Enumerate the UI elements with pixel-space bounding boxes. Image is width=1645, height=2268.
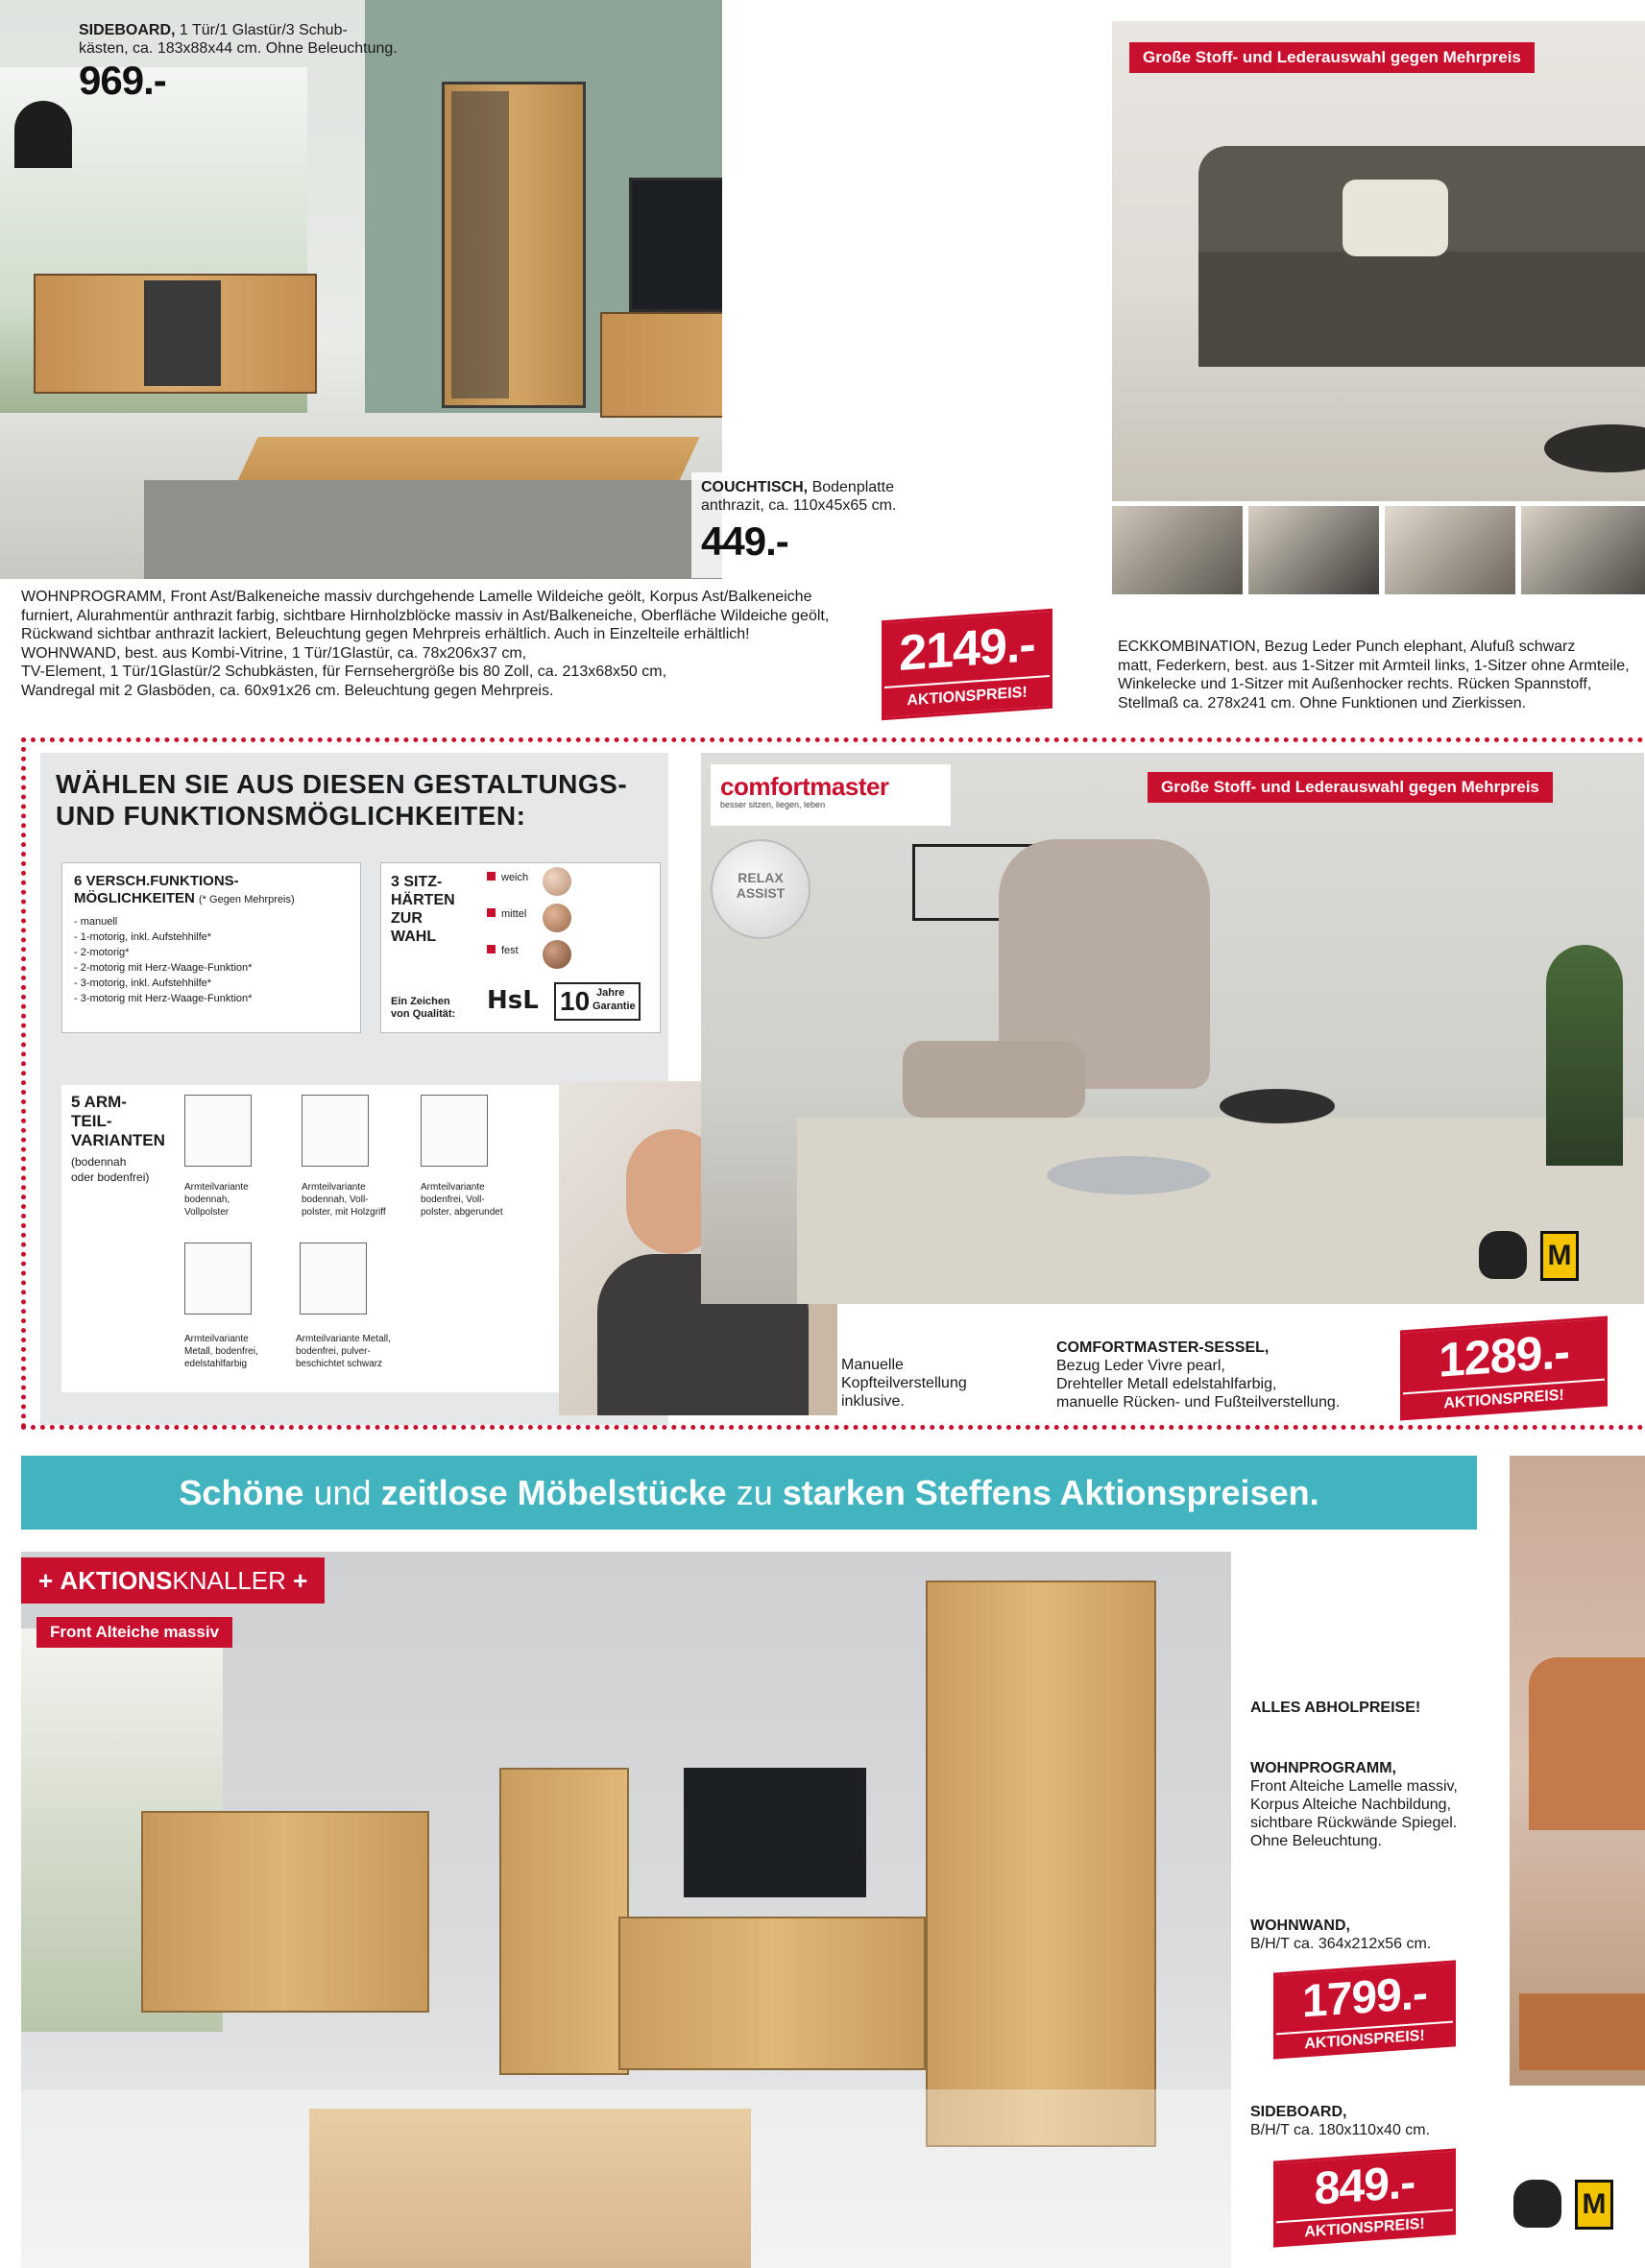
sessel-banner: Große Stoff- und Lederauswahl gegen Mehrpreis <box>1148 772 1553 803</box>
func-item: - 2-motorig mit Herz-Waage-Funktion* <box>74 962 253 974</box>
orange-sofa-2 <box>1519 1993 1645 2070</box>
sitz-levels <box>487 871 528 980</box>
arm-title-3: VARIANTEN <box>71 1131 165 1149</box>
arm-title-1: 5 ARM- <box>71 1093 127 1111</box>
sitz-title-4: WAHL <box>391 929 437 945</box>
arm-variant-4-icon <box>184 1243 252 1315</box>
func-item: - 3-motorig, inkl. Aufstehhilfe* <box>74 977 212 989</box>
quality-label-2: von Qualität: <box>391 1008 456 1020</box>
arm-sub-1: (bodennah <box>71 1155 127 1169</box>
quality-label <box>391 996 455 1021</box>
arm-v1-l2: bodennah, <box>184 1194 230 1205</box>
right-edge-photo <box>1510 1456 1645 2086</box>
sitz-level-weich <box>487 871 528 907</box>
arm-v3-l3: polster, abgerundet <box>421 1207 503 1218</box>
wp-bottom <box>1250 1759 1458 1850</box>
arm-v1-l1: Armteilvariante <box>184 1182 249 1193</box>
sideboard-price: 969.- <box>79 58 166 103</box>
arm-v3-l2: bodenfrei, Voll- <box>421 1194 485 1205</box>
m-quality-icon: M <box>1540 1231 1579 1281</box>
thumb-1 <box>1112 506 1243 594</box>
price-box-1799 <box>1273 1960 1456 2059</box>
couchtisch-desc: Bodenplatte <box>811 479 894 495</box>
ww-bottom-title: WOHNWAND, <box>1250 1918 1350 1934</box>
arm-title-2: TEIL- <box>71 1112 112 1130</box>
eck-line: Stellmaß ca. 278x241 cm. Ohne Funktionen und Zierkissen. <box>1118 694 1527 712</box>
arm-variant-5-icon <box>300 1243 367 1315</box>
slogan-part-3: zeitlose Möbelstücke <box>380 1473 727 1512</box>
func-item: - manuell <box>74 916 118 928</box>
arm-variant-1-label <box>184 1181 249 1218</box>
foam-ball-3 <box>543 940 571 969</box>
sessel-desc-1: Bezug Leder Vivre pearl, <box>1056 1358 1225 1374</box>
arm-v1-l3: Vollpolster <box>184 1207 230 1218</box>
arm-variant-2-icon <box>302 1095 369 1167</box>
manual-line-2: Kopfteilverstellung <box>841 1375 967 1391</box>
oak-sideboard <box>141 1811 429 2013</box>
arm-sub <box>71 1154 149 1185</box>
price-1289: 1289.- <box>1403 1319 1605 1393</box>
wp-bottom-2: Korpus Alteiche Nachbildung, <box>1250 1797 1452 1813</box>
price-849-label: AKTIONSPREIS! <box>1276 2209 1453 2247</box>
sideboard-title: SIDEBOARD, <box>79 22 176 38</box>
orange-sofa <box>1529 1657 1645 1830</box>
arm-sub-2: oder bodenfrei) <box>71 1170 150 1184</box>
oak-vitrine-tall <box>926 1580 1156 2147</box>
aktionsknaller-tag <box>21 1557 325 1604</box>
thumb-4 <box>1521 506 1645 594</box>
oak-vitrine-small <box>499 1768 629 2075</box>
foam-ball-2 <box>543 904 571 932</box>
sitz-title-2: HÄRTEN <box>391 892 455 908</box>
comfortmaster-logo: comfortmaster <box>720 772 889 801</box>
arm-v2-l3: polster, mit Holzgriff <box>302 1207 386 1218</box>
comfortmaster-logo-box <box>711 764 951 826</box>
red-square-icon <box>487 872 496 881</box>
sitz-level-label: weich <box>501 872 529 883</box>
sessel-desc-3: manuelle Rücken- und Fußteilverstellung. <box>1056 1394 1341 1411</box>
leather-icon <box>1479 1231 1527 1279</box>
wp-line: WOHNWAND, best. aus Kombi-Vitrine, 1 Tür/1Glastür, ca. 78x206x37 cm, <box>21 644 527 662</box>
garantie-jahre: Jahre <box>596 987 625 999</box>
red-square-icon <box>487 945 496 953</box>
arm-variant-3-label <box>421 1181 503 1218</box>
sideboard-glass <box>144 280 221 386</box>
plant <box>1546 945 1623 1166</box>
oak-lowboard <box>618 1917 926 2070</box>
arm-v3-l1: Armteilvariante <box>421 1182 485 1193</box>
slogan-banner <box>21 1456 1477 1530</box>
dotted-left <box>21 737 26 1429</box>
arm-v5-l3: beschichtet schwarz <box>296 1359 383 1369</box>
arm-v4-l2: Metall, bodenfrei, <box>184 1346 258 1357</box>
func-note: (* Gegen Mehrpreis) <box>199 894 295 905</box>
relax-1: RELAX <box>738 870 784 885</box>
func-item: - 1-motorig, inkl. Aufstehhilfe* <box>74 931 212 943</box>
arm-v4-l3: edelstahlfarbig <box>184 1359 248 1369</box>
slogan-part-4: zu <box>736 1473 773 1512</box>
floor-2 <box>21 2089 1231 2268</box>
comfortmaster-photo <box>701 753 1644 1304</box>
arm-variant-1-icon <box>184 1095 252 1167</box>
floor-lamp <box>14 101 72 168</box>
sessel-title: COMFORTMASTER-SESSEL, <box>1056 1339 1270 1356</box>
pillow <box>1343 180 1448 256</box>
slogan-part-2: und <box>313 1473 372 1512</box>
wp-bottom-title: WOHNPROGRAMM, <box>1250 1760 1396 1776</box>
arm-variant-5-label <box>296 1333 391 1370</box>
couchtisch-desc2: anthrazit, ca. 110x45x65 cm. <box>701 497 897 514</box>
sitz-level-mittel <box>487 907 528 944</box>
manual-line-3: inklusive. <box>841 1393 905 1410</box>
front-alteiche-tag: Front Alteiche massiv <box>36 1617 232 1648</box>
hsl-logo: HsL <box>487 986 539 1015</box>
wp-line: TV-Element, 1 Tür/1Glastür/2 Schubkästen, für Fernsehergröße bis 80 Zoll, ca. 213x68x50 cm, <box>21 664 667 680</box>
price-box-1289 <box>1400 1315 1608 1420</box>
sideboard-desc2: kästen, ca. 183x88x44 cm. Ohne Beleuchtung. <box>79 40 398 57</box>
sitz-level-label: fest <box>501 945 519 956</box>
arm-v2-l1: Armteilvariante <box>302 1182 366 1193</box>
wp-line: Wandregal mit 2 Glasböden, ca. 60x91x26 cm. Beleuchtung gegen Mehrpreis. <box>21 682 554 699</box>
couchtisch-title: COUCHTISCH, <box>701 479 809 495</box>
eck-line: Winkelecke und 1-Sitzer mit Außenhocker rechts. Rücken Spannstoff, <box>1118 676 1592 692</box>
price-2149-label: AKTIONSPREIS! <box>884 675 1050 717</box>
price-1799: 1799.- <box>1276 1964 1453 2034</box>
options-heading-2: UND FUNKTIONSMÖGLICHKEITEN: <box>56 801 526 831</box>
foam-ball-1 <box>543 867 571 896</box>
top-right-banner: Große Stoff- und Lederauswahl gegen Mehrpreis <box>1129 42 1535 73</box>
price-849: 849.- <box>1276 2152 1453 2222</box>
leather-icon-2 <box>1513 2180 1561 2228</box>
sb-bottom <box>1250 2103 1430 2139</box>
eck-line: ECKKOMBINATION, Bezug Leder Punch elephant, Alufuß schwarz <box>1118 639 1576 655</box>
sessel-desc <box>1056 1339 1340 1411</box>
eck-text <box>1118 638 1645 712</box>
wp-bottom-4: Ohne Beleuchtung. <box>1250 1833 1382 1849</box>
page-number: 6 <box>4 2245 12 2260</box>
wohnprogramm-text <box>21 588 895 700</box>
arm-v2-l2: bodennah, Voll- <box>302 1194 369 1205</box>
relax-2: ASSIST <box>736 885 786 901</box>
manual-text <box>841 1356 967 1411</box>
arm-title <box>71 1093 165 1150</box>
manual-line-1: Manuelle <box>841 1357 904 1373</box>
wp-line: furniert, Alurahmentür anthrazit farbig, sichtbare Hirnholzblöcke massiv in Ast/Balkeneiche, Oberfläche Wildeiche geölt, <box>21 607 830 624</box>
arm-variant-3-icon <box>421 1095 488 1167</box>
function-box <box>61 862 361 1033</box>
arm-v5-l2: bodenfrei, pulver- <box>296 1346 371 1357</box>
slogan-part-1: Schöne <box>179 1473 304 1512</box>
wp-bottom-1: Front Alteiche Lamelle massiv, <box>1250 1778 1458 1795</box>
wp-line: WOHNPROGRAMM, Front Ast/Balkeneiche massiv durchgehende Lamelle Wildeiche geölt, Korpus Ast/Balkeneiche <box>21 589 812 605</box>
eck-line: matt, Federkern, best. aus 1-Sitzer mit Armteil links, 1-Sitzer ohne Armteile, <box>1118 657 1630 674</box>
sideboard-caption <box>79 21 424 58</box>
sitz-level-fest <box>487 944 528 980</box>
swivel-base <box>1047 1156 1210 1194</box>
oak-living-photo <box>21 1552 1231 2268</box>
price-1799-label: AKTIONSPREIS! <box>1276 2021 1453 2059</box>
sitz-level-label: mittel <box>501 908 527 920</box>
func-title-2: MÖGLICHKEITEN <box>74 890 195 906</box>
price-box-849 <box>1273 2148 1456 2247</box>
thumb-2 <box>1248 506 1379 594</box>
sb-bottom-title: SIDEBOARD, <box>1250 2104 1347 2120</box>
relax-assist-badge <box>711 839 810 939</box>
sofa-seat <box>1198 252 1645 367</box>
sideboard-desc: 1 Tür/1 Glastür/3 Schub- <box>179 22 348 38</box>
func-list <box>74 914 349 1006</box>
tv-2 <box>684 1768 866 1897</box>
ww-bottom <box>1250 1917 1431 1953</box>
sitz-box <box>380 862 661 1033</box>
func-item: - 3-motorig mit Herz-Waage-Funktion* <box>74 993 253 1004</box>
ottoman <box>903 1041 1085 1118</box>
abholpreise: ALLES ABHOLPREISE! <box>1250 1700 1421 1716</box>
wp-bottom-3: sichtbare Rückwände Spiegel. <box>1250 1815 1458 1831</box>
thumb-3 <box>1385 506 1515 594</box>
comfortmaster-tag: besser sitzen, liegen, leben <box>720 800 826 809</box>
price-box-2149 <box>882 609 1052 720</box>
func-title <box>74 873 349 908</box>
side-table <box>1544 424 1645 472</box>
arm-v4-l1: Armteilvariante <box>184 1334 249 1344</box>
wp-line: Rückwand sichtbar anthrazit lackiert, Beleuchtung gegen Mehrpreis erhältlich. Auch in Einzelteile erhältlich! <box>21 626 750 642</box>
dotted-top <box>21 737 1644 742</box>
knaller-thin: KNALLER <box>172 1566 286 1595</box>
arm-variant-4-label <box>184 1333 258 1370</box>
func-title-1: 6 VERSCH.FUNKTIONS- <box>74 873 239 889</box>
sofa-photo <box>1112 21 1645 501</box>
couchtisch-caption <box>701 478 989 515</box>
ww-bottom-desc: B/H/T ca. 364x212x56 cm. <box>1250 1936 1432 1952</box>
slogan-part-5: starken Steffens Aktionspreisen. <box>782 1473 1319 1512</box>
garantie-word: Garantie <box>593 1001 636 1012</box>
living-room-photo-right <box>365 0 722 579</box>
price-1289-label: AKTIONSPREIS! <box>1403 1379 1605 1420</box>
sitz-title-3: ZUR <box>391 910 423 927</box>
options-heading-1: WÄHLEN SIE AUS DIESEN GESTALTUNGS- <box>56 769 628 799</box>
sitz-title-1: 3 SITZ- <box>391 874 443 890</box>
options-heading <box>56 768 627 832</box>
side-table-2 <box>1220 1089 1335 1123</box>
garantie-badge <box>554 982 641 1021</box>
func-item: - 2-motorig* <box>74 947 130 958</box>
dotted-bottom <box>21 1425 1644 1430</box>
sitz-title <box>391 873 458 946</box>
price-2149: 2149.- <box>884 612 1050 687</box>
knaller-plus-2: + <box>293 1566 308 1595</box>
knaller-plus-1: + <box>38 1566 54 1595</box>
sessel-desc-2: Drehteller Metall edelstahlfarbig, <box>1056 1376 1277 1392</box>
knaller-bold: AKTIONS <box>60 1566 173 1595</box>
arm-v5-l1: Armteilvariante Metall, <box>296 1334 391 1344</box>
couchtisch-price: 449.- <box>701 519 788 564</box>
quality-label-1: Ein Zeichen <box>391 996 450 1007</box>
m-quality-icon-2: M <box>1575 2180 1613 2230</box>
garantie-num: 10 <box>560 986 591 1016</box>
arm-variant-2-label <box>302 1181 386 1218</box>
red-square-icon <box>487 908 496 917</box>
sb-bottom-desc: B/H/T ca. 180x110x40 cm. <box>1250 2122 1431 2138</box>
